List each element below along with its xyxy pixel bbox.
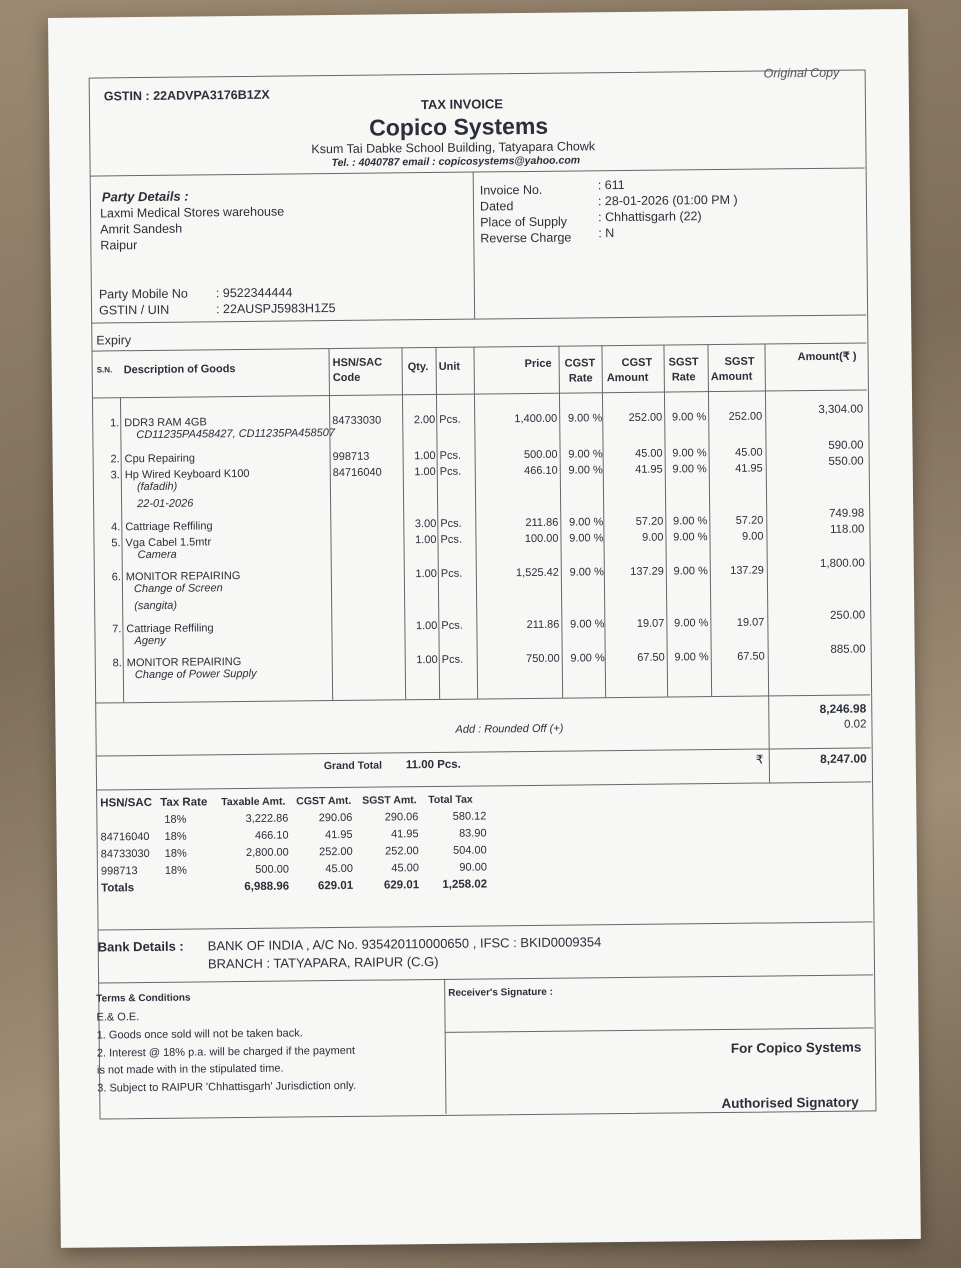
- col-sgst-rate2: Rate: [671, 371, 696, 384]
- col-unit: Unit: [438, 360, 461, 373]
- cell-sa: 41.95: [735, 462, 763, 475]
- cell-amt: 885.00: [830, 643, 866, 656]
- tax-cell: 45.00: [325, 862, 353, 876]
- cell-unit: Pcs.: [440, 533, 462, 546]
- cell-sa: 67.50: [737, 650, 765, 663]
- cell-sr: 9.00 %: [673, 565, 708, 578]
- cell-sr: 9.00 %: [674, 617, 709, 630]
- col-cgst-amt: CGST: [621, 356, 653, 370]
- cell-sa: 57.20: [735, 514, 764, 527]
- cell-ca: 57.20: [635, 515, 664, 528]
- cell-sr: 9.00 %: [672, 447, 707, 460]
- rc: : N: [598, 226, 615, 241]
- item-subline: (fafadih): [136, 480, 178, 494]
- cell-unit: Pcs.: [440, 567, 463, 580]
- subtotal: 8,246.98: [819, 701, 867, 716]
- cell-cr: 9.00 %: [569, 532, 604, 545]
- cell-sn: 3.: [110, 469, 120, 482]
- col-sgst-amt: SGST: [724, 355, 755, 368]
- tax-cell: 998713: [100, 865, 138, 878]
- tax-cell: 90.00: [459, 861, 487, 874]
- tax-cell: 1,258.02: [442, 878, 488, 891]
- seller-address: Ksum Tai Dabke School Building, Tatyapara Chowk: [311, 139, 596, 157]
- tax-cell: 290.06: [318, 811, 353, 825]
- tax-cell: 6,988.96: [244, 880, 290, 893]
- bank-line1: BANK OF INDIA , A/C No. 935420110000650 , IFSC : BKID0009354: [207, 934, 602, 954]
- tax-cell: 41.95: [390, 828, 419, 841]
- tax-cell: 466.10: [254, 829, 289, 842]
- item-subline: CD11235PA458427, CD11235PA458507: [136, 427, 335, 442]
- cell-unit: Pcs.: [439, 449, 462, 462]
- col-hsn-code: Code: [332, 371, 361, 385]
- cell-hsn: 84733030: [332, 414, 382, 428]
- grand-total: 8,247.00: [820, 751, 867, 766]
- cell-amt: 118.00: [830, 523, 865, 536]
- cell-sn: 1.: [109, 417, 120, 430]
- cell-desc: Cattriage Reffiling: [126, 622, 214, 636]
- seller-name: Copico Systems: [369, 112, 549, 141]
- cell-qty: 1.00: [414, 465, 436, 479]
- tax-cell: 45.00: [391, 862, 419, 875]
- item-subline: Change of Screen: [133, 582, 223, 596]
- cell-unit: Pcs.: [439, 465, 462, 478]
- pos-label: Place of Supply: [480, 214, 568, 230]
- col-cgst-rate: CGST: [564, 357, 596, 370]
- tax-header: Taxable Amt.: [221, 795, 286, 809]
- tax-cell: 252.00: [385, 845, 419, 858]
- cell-sa: 252.00: [728, 410, 763, 423]
- tax-cell: 629.01: [317, 879, 354, 893]
- cell-ca: 137.29: [630, 565, 664, 578]
- party-gstin: : 22AUSPJ5983H1Z5: [215, 301, 336, 317]
- cell-unit: Pcs.: [441, 619, 463, 632]
- cell-desc: Vga Cabel 1.5mtr: [125, 536, 212, 550]
- invoice-paper: [48, 9, 921, 1248]
- tax-header: CGST Amt.: [296, 794, 352, 808]
- receiver-signature: Receiver's Signature :: [448, 986, 553, 999]
- cell-price: 211.86: [525, 516, 559, 530]
- party-mobile: : 9522344444: [215, 285, 293, 301]
- cell-unit: Pcs.: [441, 653, 464, 666]
- cell-desc: Hp Wired Keyboard K100: [124, 467, 250, 482]
- cell-hsn: 84716040: [332, 466, 382, 480]
- tax-cell: Totals: [101, 882, 135, 895]
- col-price: Price: [524, 357, 552, 371]
- cell-cr: 9.00 %: [570, 618, 605, 631]
- cell-cr: 9.00 %: [568, 516, 604, 529]
- party-gstin-label: GSTIN / UIN: [98, 302, 170, 318]
- invoice-no: : 611: [597, 177, 625, 193]
- dated-label: Dated: [479, 199, 514, 214]
- expiry-label: Expiry: [96, 333, 132, 348]
- col-hsn: HSN/SAC: [332, 356, 383, 370]
- cell-amt: 590.00: [828, 439, 864, 452]
- terms-2b: is not made with in the stipulated time.: [96, 1062, 284, 1077]
- cell-qty: 2.00: [413, 413, 436, 427]
- tax-cell: 18%: [164, 830, 187, 843]
- tax-cell: 500.00: [255, 863, 289, 876]
- cell-desc: MONITOR REPAIRING: [126, 656, 242, 670]
- tax-cell: 18%: [164, 847, 187, 860]
- round-off: 0.02: [843, 718, 867, 731]
- col-desc: Description of Goods: [123, 363, 236, 377]
- cell-sn: 2.: [110, 453, 120, 466]
- cell-cr: 9.00 %: [568, 448, 603, 461]
- tax-cell: 290.06: [384, 811, 419, 824]
- cell-price: 500.00: [523, 448, 558, 462]
- seller-gstin: GSTIN : 22ADVPA3176B1ZX: [103, 87, 270, 104]
- cell-amt: 1,800.00: [819, 557, 865, 570]
- col-qty: Qty.: [407, 361, 429, 374]
- cell-price: 1,400.00: [514, 412, 558, 426]
- tax-cell: 84733030: [100, 847, 150, 861]
- bank-label: Bank Details :: [97, 938, 184, 955]
- cell-price: 1,525.42: [515, 566, 559, 580]
- tax-cell: 2,800.00: [245, 846, 289, 859]
- tax-header: SGST Amt.: [362, 794, 417, 807]
- cell-ca: 41.95: [635, 463, 663, 476]
- cell-cr: 9.00 %: [569, 566, 604, 579]
- tax-cell: 18%: [164, 864, 187, 877]
- invoice-no-label: Invoice No.: [479, 182, 543, 198]
- cell-amt: 3,304.00: [818, 403, 864, 416]
- terms-1: 1. Goods once sold will not be taken back.: [96, 1027, 303, 1042]
- cell-cr: 9.00 %: [570, 652, 605, 665]
- cell-cr: 9.00 %: [567, 412, 603, 425]
- terms-title: Terms & Conditions: [96, 992, 191, 1005]
- col-sn: S.N.: [96, 365, 113, 375]
- cell-ca: 9.00: [641, 531, 664, 544]
- cell-sa: 45.00: [734, 446, 763, 459]
- tax-header: Tax Rate: [160, 796, 208, 809]
- cell-qty: 1.00: [415, 533, 437, 547]
- cell-desc: DDR3 RAM 4GB: [124, 416, 207, 430]
- cell-sn: 7.: [112, 623, 122, 636]
- party-city: Raipur: [100, 238, 138, 253]
- cell-cr: 9.00 %: [568, 464, 603, 477]
- for-company: For Copico Systems: [730, 1039, 862, 1056]
- cell-sr: 9.00 %: [672, 463, 707, 476]
- cell-desc: MONITOR REPAIRING: [125, 570, 241, 584]
- cell-hsn: 998713: [332, 450, 370, 464]
- tax-cell: 252.00: [319, 845, 353, 859]
- col-cgst-rate2: Rate: [568, 372, 593, 385]
- item-subline: Ageny: [134, 634, 166, 648]
- cell-desc: Cpu Repairing: [124, 452, 196, 466]
- tax-cell: 83.90: [458, 827, 487, 840]
- item-subline: (sangita): [134, 599, 178, 613]
- dated: : 28-01-2026 (01:00 PM ): [597, 192, 738, 209]
- tax-cell: 18%: [164, 813, 187, 826]
- cell-sn: 5.: [111, 537, 121, 550]
- cell-sn: 4.: [111, 521, 121, 534]
- cell-price: 100.00: [524, 532, 559, 546]
- rc-label: Reverse Charge: [480, 230, 572, 246]
- cell-price: 211.86: [526, 618, 560, 632]
- tax-header: HSN/SAC: [100, 796, 153, 810]
- cell-ca: 252.00: [628, 411, 663, 424]
- tax-cell: 504.00: [453, 844, 487, 857]
- cell-desc: Cattriage Reffiling: [125, 520, 213, 534]
- authorised-signatory: Authorised Signatory: [721, 1094, 859, 1112]
- item-subline: Change of Power Supply: [134, 667, 257, 682]
- pos: : Chhattisgarh (22): [598, 209, 702, 225]
- cell-sa: 137.29: [730, 564, 764, 577]
- cell-sr: 9.00 %: [671, 411, 707, 424]
- bank-line2: BRANCH : TATYAPARA, RAIPUR (C.G): [207, 953, 439, 972]
- cell-amt: 550.00: [828, 455, 864, 468]
- col-sgst-rate: SGST: [668, 356, 699, 369]
- cell-ca: 19.07: [636, 617, 665, 630]
- tax-cell: 41.95: [324, 828, 353, 842]
- party-mobile-label: Party Mobile No: [98, 286, 188, 302]
- cell-amt: 250.00: [830, 609, 866, 622]
- cell-unit: Pcs.: [439, 413, 461, 426]
- terms-2: 2. Interest @ 18% p.a. will be charged if the payment: [96, 1044, 356, 1060]
- cell-sa: 19.07: [736, 616, 765, 629]
- tax-header: Total Tax: [428, 793, 473, 807]
- seller-contact: Tel. : 4040787 email : copicosystems@yahoo.com: [331, 154, 581, 170]
- cell-sn: 8.: [112, 657, 122, 670]
- cell-price: 466.10: [524, 464, 558, 478]
- cell-qty: 1.00: [415, 567, 437, 581]
- item-subline: 22-01-2026: [137, 497, 194, 511]
- cell-sr: 9.00 %: [672, 515, 708, 528]
- copy-label: Original Copy: [763, 65, 840, 81]
- grand-total-label: Grand Total: [323, 759, 383, 773]
- tax-cell: 84716040: [100, 830, 150, 844]
- grand-qty: 11.00 Pcs.: [405, 758, 461, 772]
- cell-amt: 749.98: [828, 507, 865, 520]
- tax-cell: 3,222.86: [245, 812, 289, 825]
- col-sgst-amt2: Amount: [710, 370, 753, 384]
- tax-cell: 580.12: [452, 810, 487, 823]
- cell-qty: 1.00: [415, 619, 438, 633]
- cell-qty: 3.00: [414, 517, 437, 531]
- cell-sa: 9.00: [741, 530, 764, 543]
- col-amount: Amount(₹ ): [797, 350, 857, 364]
- terms-eoe: E.& O.E.: [96, 1011, 140, 1024]
- col-cgst-amt2: Amount: [606, 371, 649, 385]
- round-label: Add : Rounded Off (+): [455, 722, 564, 736]
- cell-price: 750.00: [526, 652, 560, 666]
- cell-sr: 9.00 %: [674, 651, 709, 664]
- party-name: Laxmi Medical Stores warehouse: [99, 204, 285, 221]
- rupee-icon: ₹: [755, 752, 764, 767]
- tax-cell: 629.01: [383, 879, 420, 892]
- cell-ca: 67.50: [637, 651, 665, 664]
- item-subline: Camera: [137, 548, 177, 562]
- party-label: Party Details :: [101, 188, 189, 205]
- terms-3: 3. Subject to RAIPUR 'Chhattisgarh' Jurisdiction only.: [97, 1079, 357, 1095]
- cell-sn: 6.: [111, 571, 121, 584]
- cell-ca: 45.00: [635, 447, 663, 460]
- doc-title: TAX INVOICE: [420, 96, 504, 113]
- party-line2: Amrit Sandesh: [100, 221, 183, 237]
- cell-sr: 9.00 %: [673, 531, 708, 544]
- cell-qty: 1.00: [416, 653, 438, 667]
- cell-unit: Pcs.: [440, 517, 462, 530]
- cell-qty: 1.00: [414, 449, 436, 463]
